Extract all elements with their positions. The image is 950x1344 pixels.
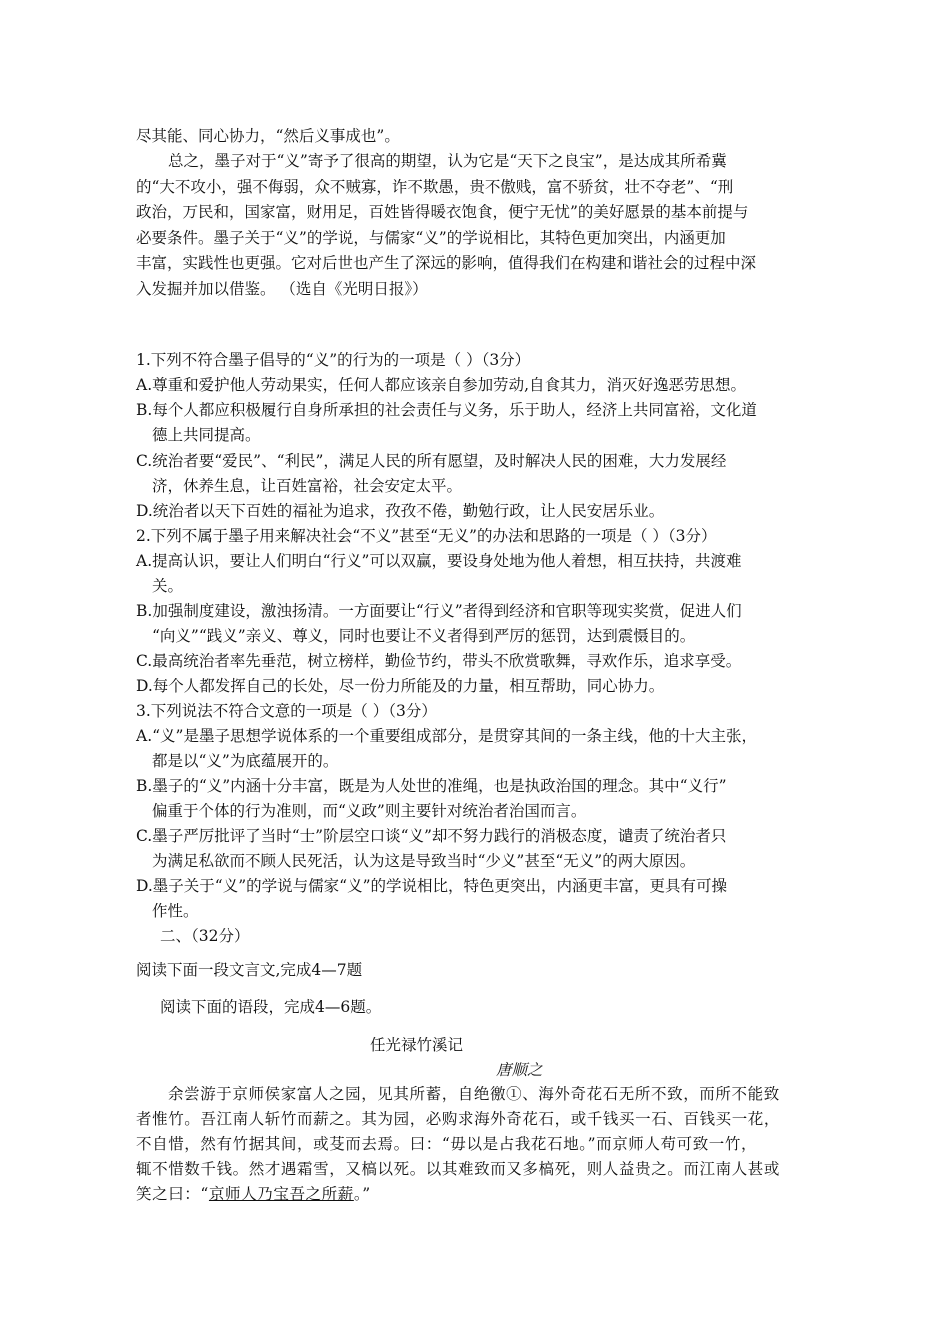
section-2-instruction-2: 阅读下面的语段，完成4—6题。	[160, 998, 382, 1016]
question-1-option-b-cont: 德上共同提高。	[152, 426, 261, 444]
question-1-option-d: D.统治者以天下百姓的福祉为追求，孜孜不倦，勤勉行政，让人民安居乐业。	[136, 502, 665, 520]
classical-text-author: 唐顺之	[496, 1061, 543, 1079]
question-3-option-c: C.墨子严厉批评了当时“士”阶层空口谈“义”却不努力践行的消极态度，谴责了统治者只	[136, 827, 727, 845]
question-3-stem: 3.下列说法不符合文意的一项是（ ）（3分）	[136, 702, 437, 720]
question-2-option-b-cont: “向义”“践义”亲义、尊义，同时也要让不义者得到严厉的惩罚，达到震慑目的。	[152, 627, 696, 645]
question-3-option-d-cont: 作性。	[152, 902, 199, 920]
classical-text-suffix: 。”	[353, 1185, 371, 1203]
question-3-option-a: A.“义”是墨子思想学说体系的一个重要组成部分，是贯穿其间的一条主线，他的十大主张，	[136, 727, 757, 745]
question-3-option-d: D.墨子关于“义”的学说与儒家“义”的学说相比，特色更突出，内涵更丰富，更具有可操	[136, 877, 728, 895]
passage-line: 尽其能、同心协力，“然后义事成也”。	[136, 127, 400, 145]
section-2-instruction: 阅读下面一段文言文,完成4—7题	[136, 961, 363, 979]
question-3-option-b-cont: 偏重于个体的行为准则，而“义政”则主要针对统治者治国而言。	[152, 802, 587, 820]
classical-text-last-line	[136, 1182, 371, 1207]
question-1-option-a: A.尊重和爱护他人劳动果实，任何人都应该亲自参加劳动,自食其力，消灭好逸恶劳思想。	[136, 376, 747, 394]
question-1-option-c: C.统治者要“爱民”、“利民”，满足人民的所有愿望，及时解决人民的困难，大力发展经	[136, 452, 727, 470]
question-2-option-d: D.每个人都发挥自己的长处，尽一份力所能及的力量，相互帮助，同心协力。	[136, 677, 665, 695]
question-2-option-c: C.最高统治者率先垂范，树立榜样，勤俭节约，带头不欣赏歌舞，寻欢作乐，追求享受。	[136, 652, 742, 670]
classical-text-prefix: 笑之曰：“	[136, 1185, 209, 1203]
passage-line: 丰富，实践性也更强。它对后世也产生了深远的影响，值得我们在构建和谐社会的过程中深	[136, 254, 757, 272]
question-2-option-b: B.加强制度建设，激浊扬清。一方面要让“行义”者得到经济和官职等现实奖赏，促进人们	[136, 602, 742, 620]
passage-line: 总之，墨子对于“义”寄予了很高的期望，认为它是“天下之良宝”，是达成其所希冀	[168, 152, 727, 170]
passage-line: 的“大不攻小，强不侮弱，众不贼寡，诈不欺愚，贵不傲贱，富不骄贫，壮不夺老”、“刑	[136, 178, 734, 196]
passage-line: 政治，万民和，国家富，财用足，百姓皆得暖衣饱食，便宁无忧”的美好愿景的基本前提与	[136, 203, 749, 221]
passage-source-line: 入发掘并加以借鉴。 （选自《光明日报》）	[136, 280, 428, 298]
classical-text-line: 辄不惜数千钱。然才遇霜雪，又槁以死。以其难致而又多槁死，则人益贵之。而江南人甚或	[136, 1160, 781, 1178]
passage-line: 必要条件。墨子关于“义”的学说，与儒家“义”的学说相比，其特色更加突出，内涵更加	[136, 229, 726, 247]
underlined-sentence: 京师人乃宝吾之所薪	[208, 1185, 354, 1203]
classical-text-line: 余尝游于京师侯家富人之园，见其所蓄，自绝徼①、海外奇花石无所不致，而所不能致	[168, 1085, 780, 1103]
question-3-option-b: B.墨子的“义”内涵十分丰富，既是为人处世的准绳，也是执政治国的理念。其中“义行”	[136, 777, 727, 795]
question-2-stem: 2.下列不属于墨子用来解决社会“不义”甚至“无义”的办法和思路的一项是（ ）（3分）	[136, 527, 717, 545]
question-1-option-c-cont: 济，休养生息，让百姓富裕，社会安定太平。	[152, 477, 463, 495]
question-3-option-c-cont: 为满足私欲而不顾人民死活，认为这是导致当时“少义”甚至“无义”的两大原因。	[152, 852, 696, 870]
classical-text-line: 不自惜，然有竹据其间，或芟而去焉。曰：“毋以是占我花石地。”而京师人苟可致一竹，	[136, 1135, 758, 1153]
question-1-stem: 1.下列不符合墨子倡导的“义”的行为的一项是（ ）（3分）	[136, 351, 531, 369]
question-2-option-a: A.提高认识，要让人们明白“行义”可以双赢，要设身处地为他人着想，相互扶持，共渡难	[136, 552, 742, 570]
question-3-option-a-cont: 都是以“义”为底蕴展开的。	[152, 752, 339, 770]
question-1-option-b: B.每个人都应积极履行自身所承担的社会责任与义务，乐于助人，经济上共同富裕，文化道	[136, 401, 757, 419]
question-2-option-a-cont: 关。	[152, 577, 184, 595]
classical-text-title: 任光禄竹溪记	[370, 1036, 464, 1054]
classical-text-line: 者惟竹。吾江南人斩竹而薪之。其为园，必购求海外奇花石，或千钱买一石、百钱买一花，	[136, 1110, 781, 1128]
section-2-heading: 二、（32分）	[160, 927, 250, 945]
